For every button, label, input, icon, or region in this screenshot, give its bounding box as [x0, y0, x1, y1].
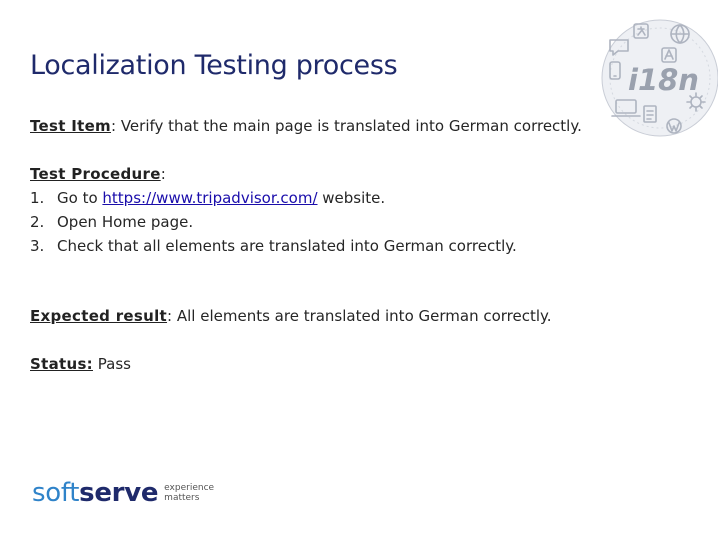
step-number: 3.	[30, 237, 45, 255]
expected-result-paragraph	[30, 304, 590, 328]
test-procedure-label: Test Procedure	[30, 165, 161, 183]
expected-result-text: All elements are translated into German correctly.	[172, 307, 552, 325]
test-item-text: Verify that the main page is translated into German correctly.	[116, 117, 582, 135]
test-procedure-heading	[30, 162, 590, 186]
test-item-paragraph	[30, 114, 590, 138]
test-item-colon: :	[111, 117, 117, 135]
step-number: 2.	[30, 213, 45, 231]
step-number: 1.	[30, 189, 45, 207]
softserve-logo	[32, 478, 214, 508]
expected-result-colon: :	[167, 307, 173, 325]
slide-body	[30, 114, 590, 376]
i18n-badge-graphic	[600, 6, 718, 156]
status-value: Pass	[92, 355, 131, 373]
i18n-badge	[600, 6, 718, 156]
test-item-label: Test Item	[30, 117, 111, 135]
procedure-step	[30, 186, 590, 210]
procedure-steps	[30, 186, 590, 258]
status-paragraph	[30, 352, 590, 376]
step-text: Go to https://www.tripadvisor.com/ website.	[57, 189, 386, 207]
brand-tagline: experience matters	[164, 483, 215, 503]
test-procedure-colon: :	[160, 165, 166, 183]
i18n-text: i18n	[628, 63, 699, 97]
status-label: Status:	[30, 355, 93, 373]
tripadvisor-link[interactable]: https://www.tripadvisor.com/	[102, 189, 318, 207]
step-text: Check that all elements are translated into German correctly.	[57, 237, 517, 255]
procedure-step	[30, 234, 590, 258]
procedure-step	[30, 210, 590, 234]
expected-result-label: Expected result	[30, 307, 168, 325]
brand-name: softserve	[32, 478, 159, 508]
slide-title: Localization Testing process	[30, 50, 398, 81]
step-text: Open Home page.	[57, 213, 194, 231]
